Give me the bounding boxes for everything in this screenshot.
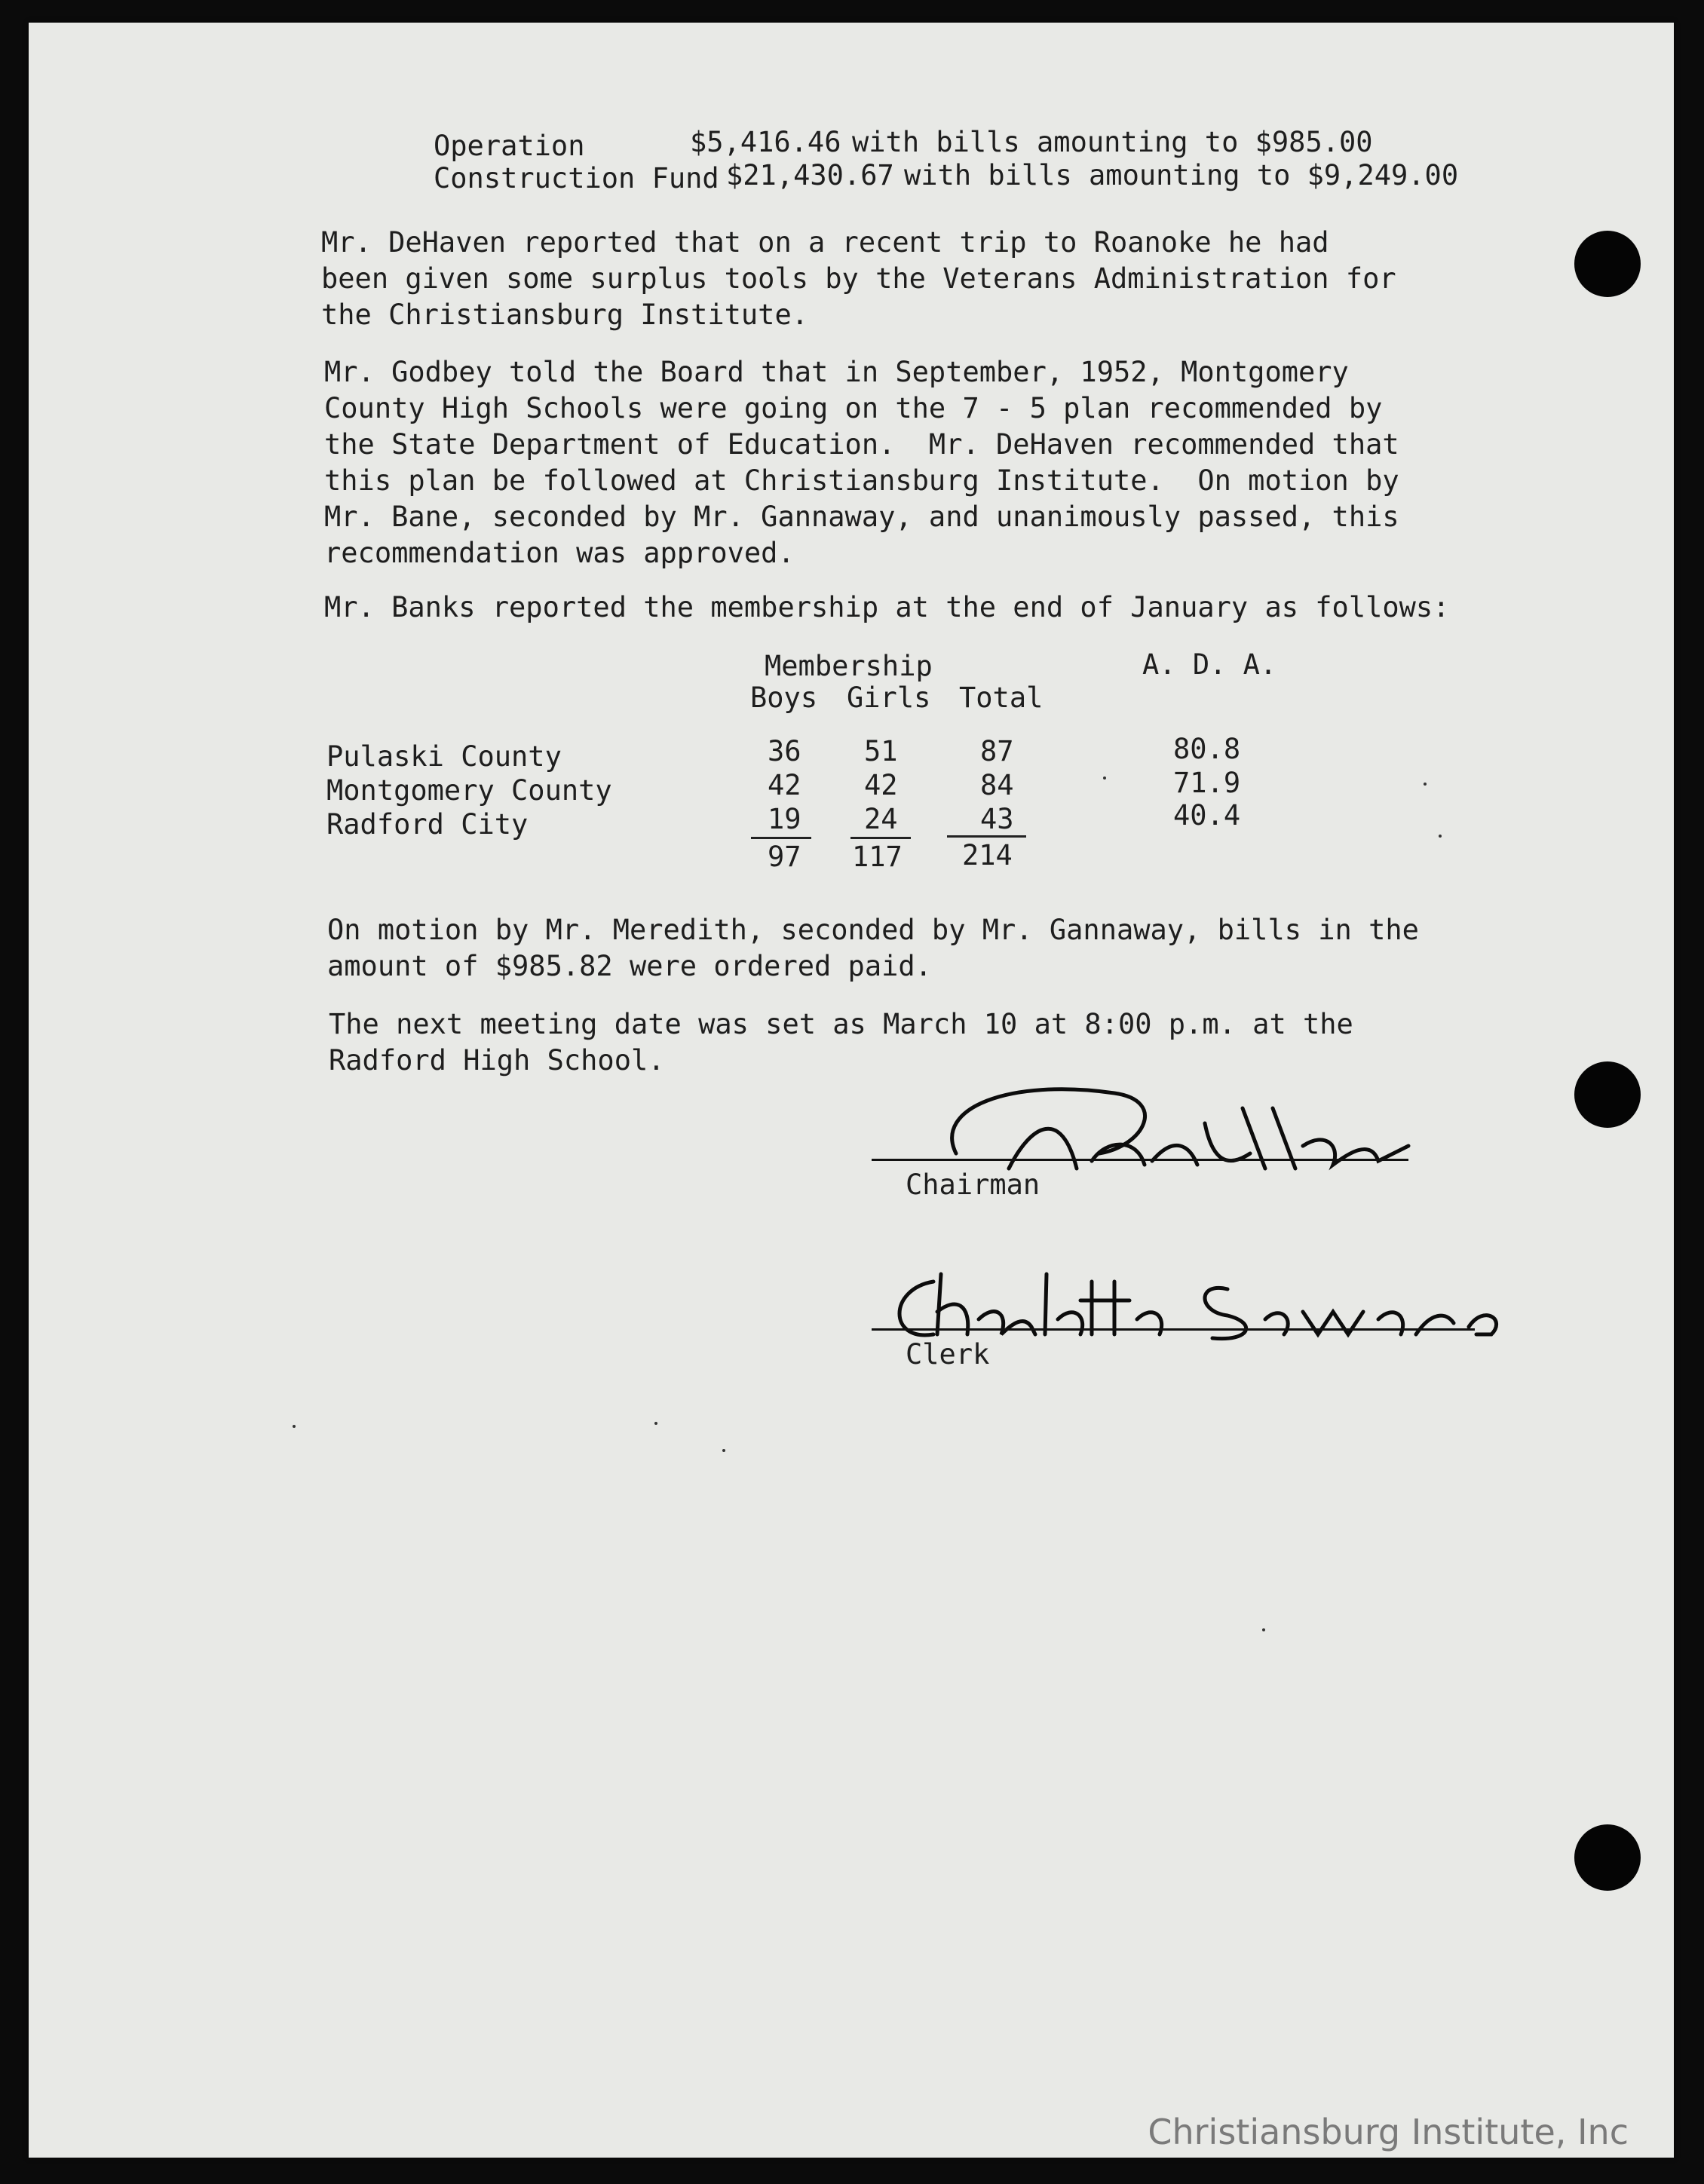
fund-construction-text: with bills amounting to $9,249.00: [904, 159, 1459, 191]
paper-speck: [722, 1449, 725, 1452]
paragraph-line: On motion by Mr. Meredith, seconded by Mr. Gannaway, bills in the: [327, 914, 1419, 946]
paragraph-line: Radford High School.: [329, 1044, 665, 1077]
table-cell-girls: 51: [864, 735, 898, 767]
table-cell-ada: 80.8: [1173, 733, 1241, 765]
paragraph-line: been given some surplus tools by the Veterans Administration for: [321, 262, 1396, 295]
table-cell-boys: 36: [768, 735, 801, 767]
table-col-boys: Boys: [750, 682, 818, 714]
paragraph-line: The next meeting date was set as March 10 at 8:00 p.m. at the: [329, 1008, 1353, 1040]
paragraph-line: County High Schools were going on the 7 - 5 plan recommended by: [324, 392, 1383, 424]
chairman-label: Chairman: [906, 1169, 1040, 1201]
paragraph-bills-paid: [327, 912, 1419, 985]
paragraph-line: Mr. Banks reported the membership at the end of January as follows:: [324, 591, 1450, 623]
paper-speck: [654, 1422, 657, 1425]
table-total-boys: 97: [768, 841, 801, 873]
paragraph-line: Mr. DeHaven reported that on a recent trip to Roanoke he had: [321, 226, 1329, 259]
paragraph-line: the State Department of Education. Mr. DeHaven recommended that: [324, 428, 1399, 461]
paragraph-line: this plan be followed at Christiansburg Institute. On motion by: [324, 464, 1399, 497]
watermark: Christiansburg Institute, Inc: [1148, 2112, 1629, 2152]
table-row-name: Radford City: [326, 808, 529, 841]
chairman-signature-line: [872, 1159, 1408, 1161]
paragraph-line: amount of $985.82 were ordered paid.: [327, 950, 932, 982]
table-cell-girls: 24: [864, 803, 898, 835]
table-cell-boys: 19: [768, 803, 801, 835]
punch-hole-top: [1574, 231, 1641, 297]
table-cell-total: 43: [980, 803, 1014, 835]
paragraph-line: the Christiansburg Institute.: [321, 299, 809, 331]
fund-construction-amount: $21,430.67: [726, 159, 894, 191]
table-cell-total: 87: [980, 735, 1014, 767]
table-col-total: Total: [959, 682, 1044, 714]
paragraph-membership-intro: [324, 590, 1449, 626]
table-total-rule-total: [947, 835, 1026, 838]
table-cell-ada: 40.4: [1173, 799, 1241, 832]
paper-speck: [293, 1425, 296, 1428]
table-cell-girls: 42: [864, 769, 898, 801]
table-cell-boys: 42: [768, 769, 801, 801]
table-ada-header: A. D. A.: [1142, 648, 1277, 681]
table-cell-total: 84: [980, 769, 1014, 801]
paragraph-line: Mr. Godbey told the Board that in September, 1952, Montgomery: [324, 356, 1349, 388]
punch-hole-middle: [1574, 1061, 1641, 1128]
paragraph-surplus-tools: [321, 225, 1396, 333]
table-row-name: Pulaski County: [326, 740, 562, 773]
paragraph-line: recommendation was approved.: [324, 537, 795, 569]
paper-speck: [1424, 783, 1427, 786]
punch-hole-bottom: [1574, 1824, 1641, 1891]
paragraph-line: Mr. Bane, seconded by Mr. Gannaway, and unanimously passed, this: [324, 501, 1399, 533]
table-cell-ada: 71.9: [1173, 767, 1241, 799]
table-row-name: Montgomery County: [326, 774, 612, 807]
table-total-rule-girls: [850, 837, 911, 839]
table-total-total: 214: [962, 839, 1013, 871]
table-col-girls: Girls: [847, 682, 931, 714]
table-total-girls: 117: [852, 841, 903, 873]
clerk-label: Clerk: [906, 1338, 990, 1371]
fund-operation-amount: $5,416.46: [690, 126, 841, 158]
fund-operation-text: with bills amounting to $985.00: [852, 126, 1373, 158]
table-group-header: Membership: [765, 650, 933, 682]
paper-speck: [1103, 776, 1106, 780]
paragraph-7-5-plan: [324, 354, 1399, 571]
paper-speck: [1262, 1628, 1265, 1631]
fund-operation-label: Operation: [434, 130, 585, 162]
paper-speck: [1439, 835, 1442, 838]
clerk-signature-line: [872, 1328, 1475, 1331]
document-page: [29, 23, 1674, 2158]
fund-construction-label: Construction Fund: [434, 162, 719, 195]
table-total-rule-boys: [751, 837, 811, 839]
